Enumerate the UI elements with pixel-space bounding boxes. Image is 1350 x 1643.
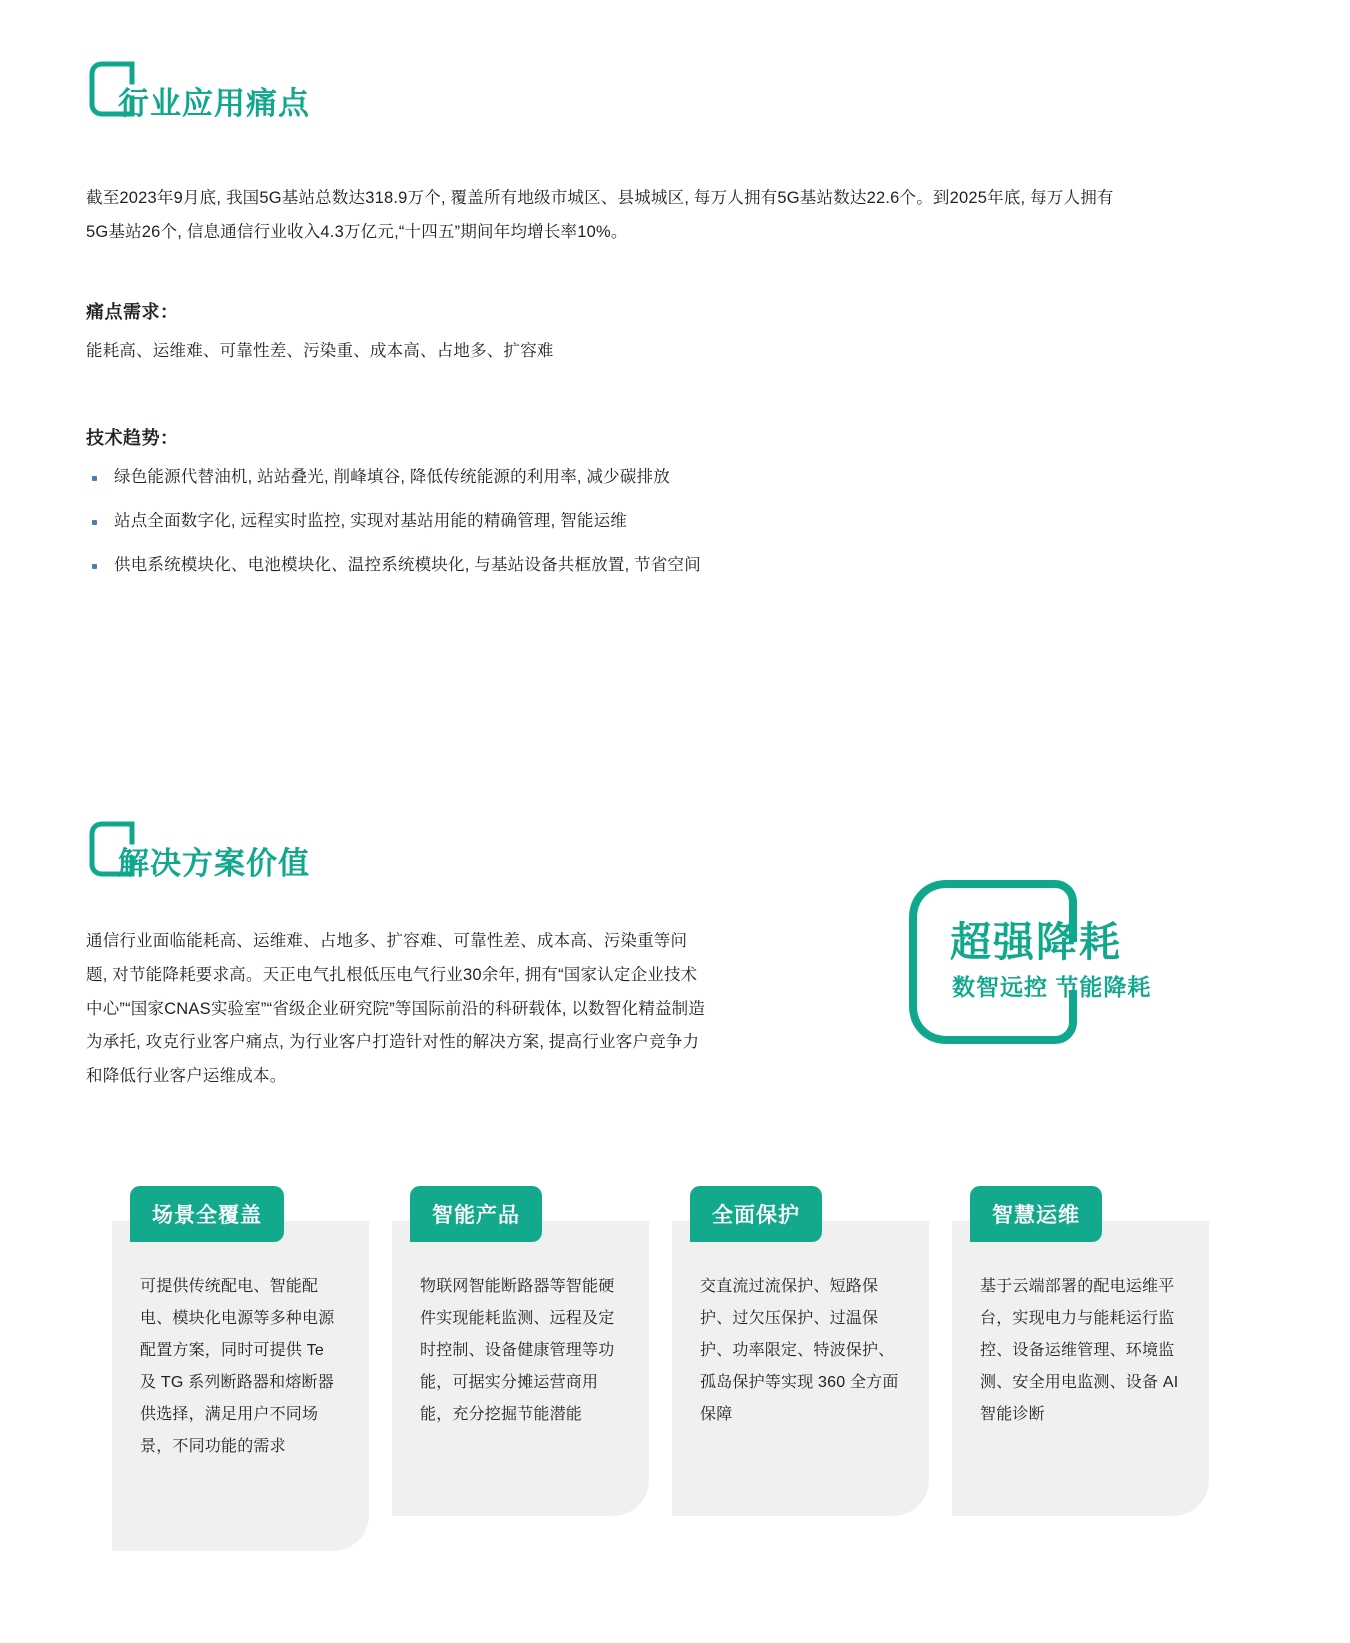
tech-trend-heading: 技术趋势： xyxy=(86,428,179,448)
value-card-body xyxy=(672,1221,929,1516)
value-card-body xyxy=(952,1221,1209,1516)
value-card xyxy=(672,1186,929,1516)
badge-bracket-icon xyxy=(905,880,1175,1050)
section-heading-industry-pain-points xyxy=(88,60,688,130)
value-card xyxy=(112,1186,369,1516)
tech-trend-list xyxy=(86,466,1036,598)
value-card-label: 全面保护 xyxy=(690,1186,822,1242)
badge-sub-text: 数智远控 节能降耗 xyxy=(952,974,1152,1000)
section-title: 行业应用痛点 xyxy=(118,86,310,121)
pain-demand-text: 能耗高、运维难、可靠性差、污染重、成本高、占地多、扩容难 xyxy=(86,342,554,360)
highlight-badge xyxy=(905,880,1175,1045)
solution-paragraph: 通信行业面临能耗高、运维难、占地多、扩容难、可靠性差、成本高、污染重等问题, 对节能降耗要求高。天正电气扎根低压电气行业30余年, 拥有“国家认定企业技术中心”“国家CNAS实验室”“省级企业研究院”等国际前沿的科研载体, 以数智化精益制造为承托, 攻克行业客户痛点, 为行业客户打造针对性的解决方案, 提高行业客户竞争力和降低行业客户运维成本。 xyxy=(86,932,706,1086)
value-card-list xyxy=(112,1186,1232,1516)
list-item: 供电系统模块化、电池模块化、温控系统模块化, 与基站设备共框放置, 节省空间 xyxy=(86,554,1036,578)
value-card-text: 物联网智能断路器等智能硬件实现能耗监测、远程及定时控制、设备健康管理等功能，可据实分摊运营商用能，充分挖掘节能潜能 xyxy=(420,1278,615,1423)
section-title: 解决方案价值 xyxy=(118,846,310,881)
intro-paragraph: 截至2023年9月底, 我国5G基站总数达318.9万个, 覆盖所有地级市城区、县城城区, 每万人拥有5G基站数达22.6个。到2025年底, 每万人拥有5G基站26个, 信息通信行业收入4.3万亿元,“十四五”期间年均增长率10%。 xyxy=(86,189,1114,241)
list-item: 绿色能源代替油机, 站站叠光, 削峰填谷, 降低传统能源的利用率, 减少碳排放 xyxy=(86,466,1036,490)
value-card-text: 交直流过流保护、短路保护、过欠压保护、过温保护、功率限定、特波保护、孤岛保护等实现 360 全方面保障 xyxy=(700,1278,899,1423)
value-card xyxy=(952,1186,1209,1516)
badge-main-text: 超强降耗 xyxy=(950,919,1122,965)
value-card-body xyxy=(392,1221,649,1516)
value-card-label: 智慧运维 xyxy=(970,1186,1102,1242)
list-item: 站点全面数字化, 远程实时监控, 实现对基站用能的精确管理, 智能运维 xyxy=(86,510,1036,534)
value-card-text: 基于云端部署的配电运维平台，实现电力与能耗运行监控、设备运维管理、环境监测、安全用电监测、设备 AI 智能诊断 xyxy=(980,1278,1179,1423)
value-card-label: 场景全覆盖 xyxy=(130,1186,284,1242)
value-card-text: 可提供传统配电、智能配电、模块化电源等多种电源配置方案，同时可提供 Te 及 TG 系列断路器和熔断器供选择，满足用户不同场景，不同功能的需求 xyxy=(140,1278,335,1455)
pain-demand-heading: 痛点需求： xyxy=(86,302,179,322)
value-card xyxy=(392,1186,649,1516)
section-heading-solution-value xyxy=(88,820,688,890)
value-card-label: 智能产品 xyxy=(410,1186,542,1242)
value-card-body xyxy=(112,1221,369,1551)
